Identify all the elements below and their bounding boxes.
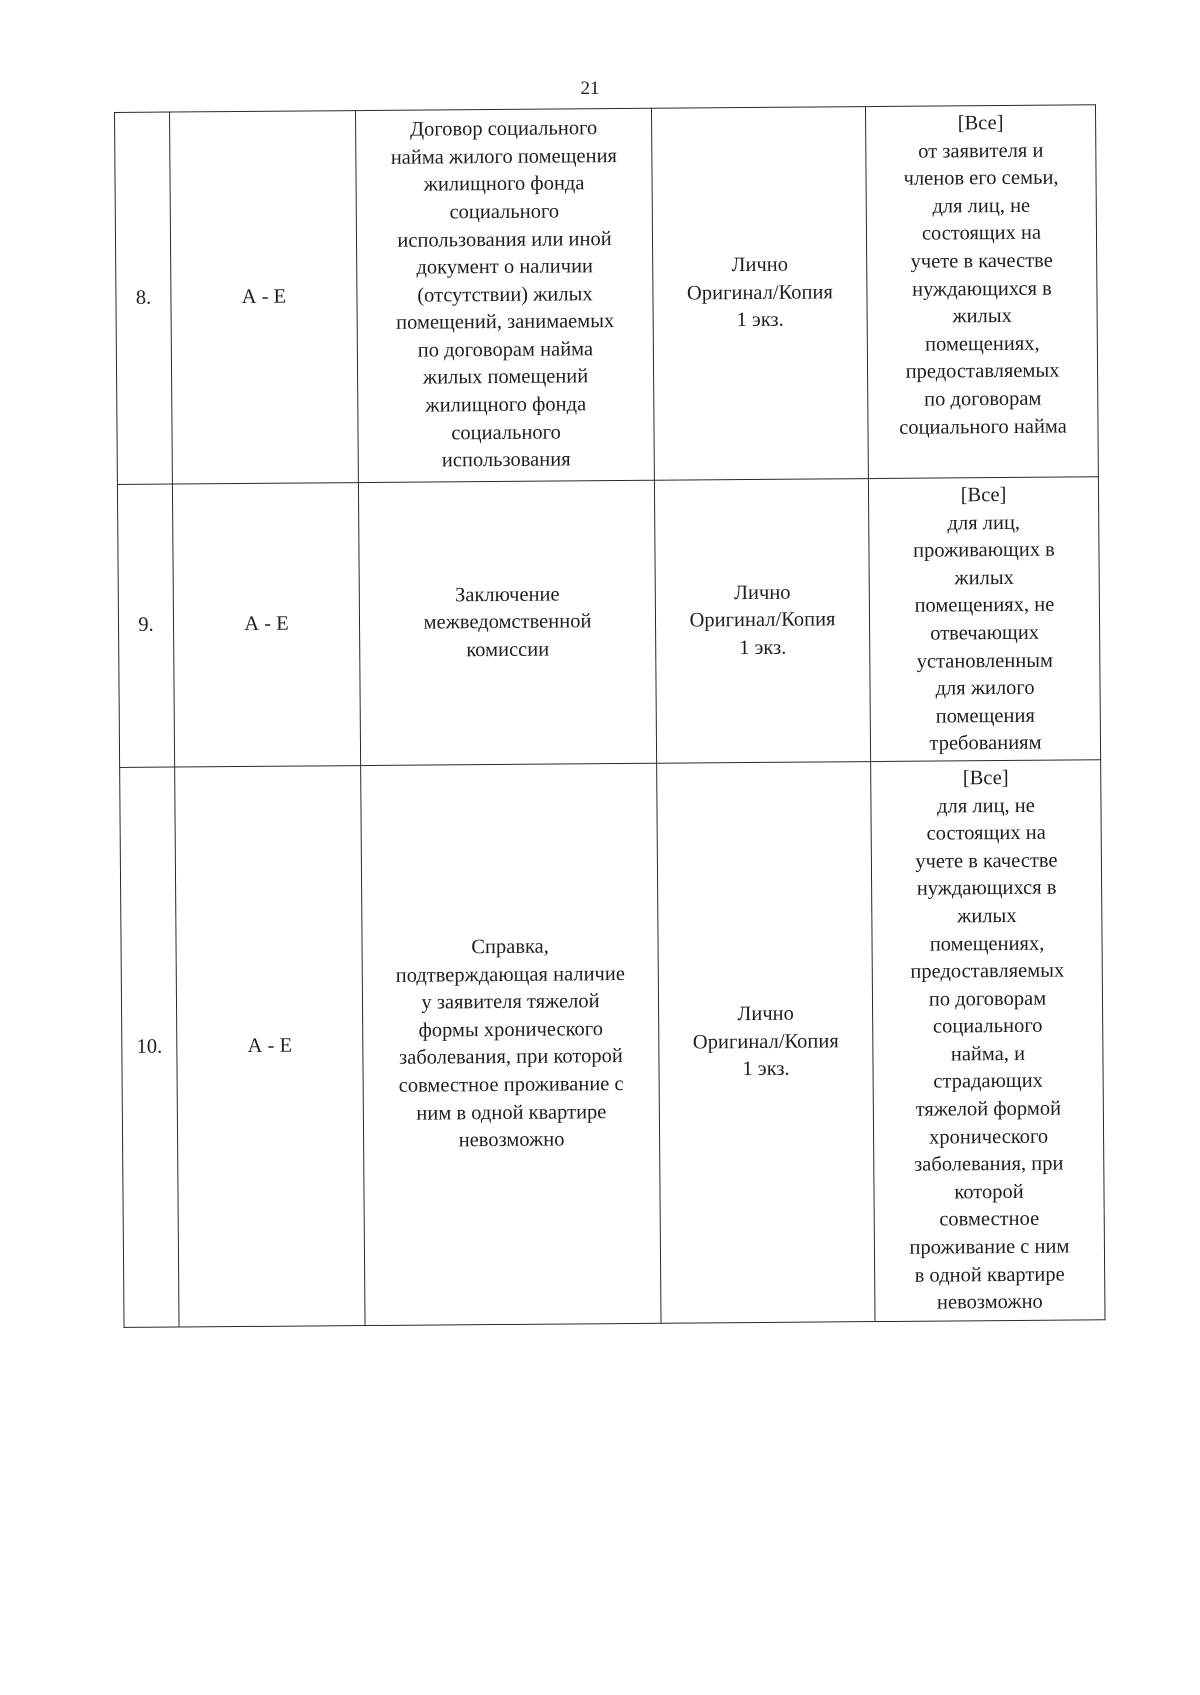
applicant-category: А - Е — [172, 483, 360, 767]
document-name: Договор социального найма жилого помещения жилищного фонда социального использования или иной документ о наличии (отсутствии) жилых помещений, занимаемых по договорам найма жилых помещений жилищного фонда социального использования — [355, 108, 654, 482]
table-row — [115, 105, 1099, 485]
row-number: 8. — [115, 112, 173, 484]
submission-method: Лично Оригинал/Копия 1 экз. — [651, 107, 868, 481]
applicant-category: А - Е — [170, 111, 359, 484]
table-row — [117, 477, 1100, 768]
documents-table — [114, 104, 1106, 1328]
submission-method: Лично Оригинал/Копия 1 экз. — [654, 479, 870, 764]
row-number: 9. — [117, 484, 174, 767]
document-name: Заключение межведомственной комиссии — [358, 480, 656, 765]
page-number: 21 — [580, 78, 600, 99]
document-condition: [Все] от заявителя и членов его семьи, для лиц, не состоящих на учете в качестве нуждающихся в жилых помещениях, предоставляемых по договорам социального найма — [865, 105, 1098, 479]
document-condition: [Все] для лиц, не состоящих на учете в качестве нуждающихся в жилых помещениях, предоставляемых по договорам социального найма, и страдающих тяжелой формой хронического заболевания, при которой совместное проживание с ним в одной квартире невозможно — [871, 760, 1105, 1322]
applicant-category: А - Е — [175, 766, 365, 1327]
table-row — [120, 760, 1105, 1328]
submission-method: Лично Оригинал/Копия 1 экз. — [657, 762, 875, 1324]
document-condition: [Все] для лиц, проживающих в жилых помещениях, не отвечающих установленным для жилого помещения требованиям — [868, 477, 1100, 762]
document-name: Справка, подтверждающая наличие у заявителя тяжелой формы хронического заболевания, при которой совместное проживание с ним в одной квартире невозможно — [361, 763, 661, 1325]
row-number: 10. — [120, 767, 179, 1327]
